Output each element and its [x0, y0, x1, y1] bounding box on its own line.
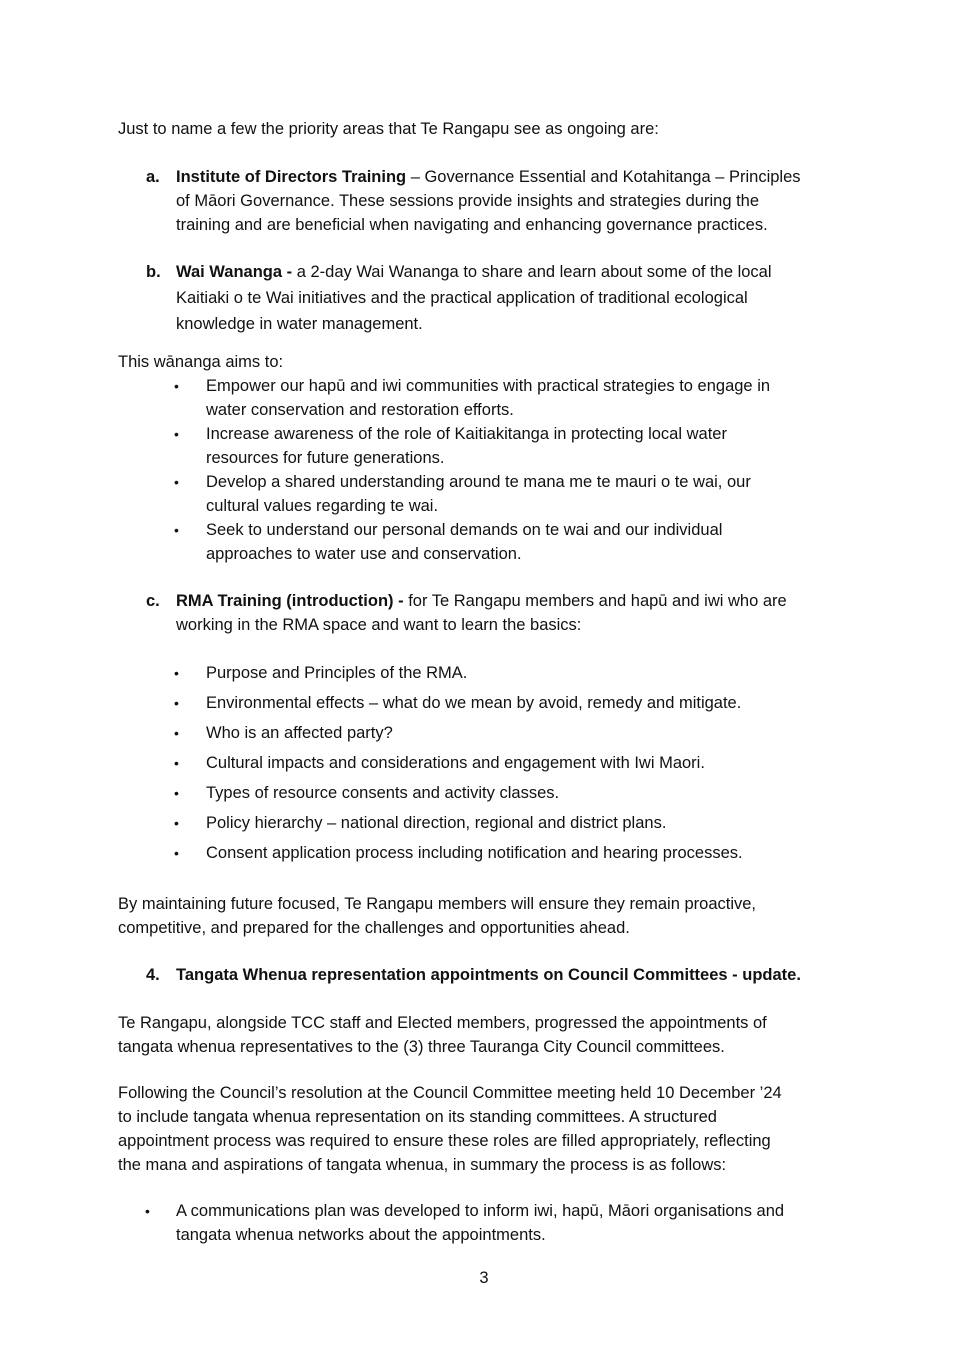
paragraph-line: the mana and aspirations of tangata whenua, in summary the process is as follows: [118, 1156, 727, 1174]
list-item-text: Environmental effects – what do we mean by avoid, remedy and mitigate. [206, 694, 742, 712]
bullet-icon: • [174, 725, 179, 741]
item-marker: a. [146, 168, 160, 186]
list-item-line-1: Seek to understand our personal demands on te wai and our individual [206, 521, 723, 539]
item-line-1 [176, 165, 801, 189]
item-marker: c. [146, 592, 160, 610]
list-item-line-2: resources for future generations. [206, 449, 445, 467]
paragraph-line: appointment process was required to ensure these roles are filled appropriately, reflecting [118, 1132, 771, 1150]
item-line-1 [176, 260, 772, 284]
list-item-line-2: cultural values regarding te wai. [206, 497, 439, 515]
item-line-2: of Māori Governance. These sessions provide insights and strategies during the [176, 192, 760, 210]
paragraph-line: Following the Council’s resolution at the Council Committee meeting held 10 December ’24 [118, 1084, 782, 1102]
item-text: – Governance Essential and Kotahitanga – Principles [406, 168, 801, 186]
section-title: Tangata Whenua representation appointments on Council Committees - update. [176, 966, 801, 984]
item-title: Institute of Directors Training [176, 168, 407, 186]
bullet-icon: • [174, 695, 179, 711]
bullet-icon: • [174, 665, 179, 681]
paragraph-line: Te Rangapu, alongside TCC staff and Elected members, progressed the appointments of [118, 1014, 767, 1032]
list-item-line-1: Increase awareness of the role of Kaitiakitanga in protecting local water [206, 425, 727, 443]
paragraph-line: tangata whenua representatives to the (3) three Tauranga City Council committees. [118, 1038, 725, 1056]
paragraph-line: competitive, and prepared for the challenges and opportunities ahead. [118, 919, 630, 937]
item-text: a 2-day Wai Wananga to share and learn about some of the local [292, 263, 772, 281]
list-item-text: Cultural impacts and considerations and engagement with Iwi Maori. [206, 754, 705, 772]
list-item-text: Who is an affected party? [206, 724, 393, 742]
list-item-text: Consent application process including notification and hearing processes. [206, 844, 743, 862]
list-item-line-2: tangata whenua networks about the appointments. [176, 1226, 546, 1244]
list-item-line-1: Develop a shared understanding around te mana me te mauri o te wai, our [206, 473, 751, 491]
bullet-icon: • [174, 522, 179, 538]
item-title: RMA Training (introduction) - [176, 592, 404, 610]
bullet-icon: • [174, 426, 179, 442]
intro-paragraph: Just to name a few the priority areas that Te Rangapu see as ongoing are: [118, 120, 659, 138]
item-line-3: knowledge in water management. [176, 315, 423, 333]
appointments-paragraph [118, 1011, 767, 1059]
bullet-icon: • [174, 845, 179, 861]
section-number: 4. [146, 966, 160, 984]
item-marker: b. [146, 263, 161, 281]
paragraph-line: By maintaining future focused, Te Rangapu members will ensure they remain proactive, [118, 895, 757, 913]
bullet-icon: • [174, 815, 179, 831]
item-line-3: training and are beneficial when navigating and enhancing governance practices. [176, 216, 768, 234]
item-line-2: Kaitiaki o te Wai initiatives and the practical application of traditional ecological [176, 289, 748, 307]
list-item-text: Types of resource consents and activity classes. [206, 784, 560, 802]
list-item-line-2: water conservation and restoration efforts. [206, 401, 514, 419]
paragraph-line: to include tangata whenua representation on its standing committees. A structured [118, 1108, 717, 1126]
item-title: Wai Wananga - [176, 263, 293, 281]
bullet-icon: • [174, 785, 179, 801]
future-paragraph [118, 892, 756, 940]
list-item-line-1: A communications plan was developed to inform iwi, hapū, Māori organisations and [176, 1202, 785, 1220]
bullet-icon: • [174, 378, 179, 394]
bullet-icon: • [174, 755, 179, 771]
page-number: 3 [479, 1269, 489, 1287]
item-line-1 [176, 589, 787, 613]
bullet-icon: • [174, 474, 179, 490]
item-line-2: working in the RMA space and want to learn the basics: [176, 616, 582, 634]
bullet-icon: • [145, 1203, 150, 1219]
wananga-intro: This wānanga aims to: [118, 353, 284, 371]
list-item-line-1: Empower our hapū and iwi communities with practical strategies to engage in [206, 377, 771, 395]
item-text: for Te Rangapu members and hapū and iwi who are [403, 592, 787, 610]
resolution-paragraph [118, 1081, 782, 1177]
list-item-text: Policy hierarchy – national direction, regional and district plans. [206, 814, 667, 832]
list-item-line-2: approaches to water use and conservation. [206, 545, 522, 563]
list-item-text: Purpose and Principles of the RMA. [206, 664, 468, 682]
